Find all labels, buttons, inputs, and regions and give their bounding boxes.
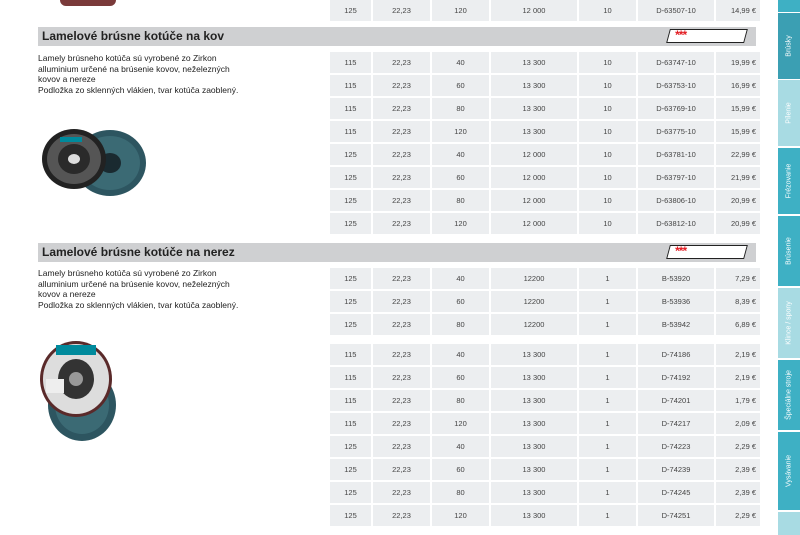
grit-cell: 40 xyxy=(432,144,489,165)
part-number-cell: D-63781-10 xyxy=(638,144,714,165)
pack-qty-cell: 10 xyxy=(579,52,636,73)
price-cell: 15,99 € xyxy=(716,98,760,119)
diameter-cell: 115 xyxy=(330,52,371,73)
table-row xyxy=(330,75,760,96)
rpm-cell: 12200 xyxy=(491,314,577,335)
table-row xyxy=(330,144,760,165)
table-row xyxy=(330,0,760,21)
chapter-tab-label: Brúsenie xyxy=(785,237,793,265)
chapter-tab-label: Frézovanie xyxy=(785,163,793,199)
pack-qty-cell: 1 xyxy=(579,344,636,365)
description-line: Podložka zo sklenných vlákien, tvar kotúča zaoblený. xyxy=(38,299,239,310)
table-row xyxy=(330,52,760,73)
pack-qty-cell: 1 xyxy=(579,436,636,457)
part-number-cell: D-63753-10 xyxy=(638,75,714,96)
description-line: Lamely brúsneho kotúča sú vyrobené zo Zirkon xyxy=(38,268,217,278)
pack-qty-cell: 1 xyxy=(579,413,636,434)
rpm-cell: 13 300 xyxy=(491,121,577,142)
grit-cell: 80 xyxy=(432,482,489,503)
table-row xyxy=(330,98,760,119)
grit-cell: 80 xyxy=(432,98,489,119)
rpm-cell: 12 000 xyxy=(491,190,577,211)
grit-cell: 80 xyxy=(432,190,489,211)
section-header-metal xyxy=(38,27,756,46)
table-row xyxy=(330,436,760,457)
rpm-cell: 13 300 xyxy=(491,344,577,365)
grit-cell: 120 xyxy=(432,0,489,21)
rpm-cell: 13 300 xyxy=(491,459,577,480)
bore-cell: 22,23 xyxy=(373,314,430,335)
diameter-cell: 125 xyxy=(330,482,371,503)
price-cell: 2,39 € xyxy=(716,459,760,480)
grit-cell: 120 xyxy=(432,213,489,234)
diameter-cell: 125 xyxy=(330,459,371,480)
bore-cell: 22,23 xyxy=(373,52,430,73)
diameter-cell: 125 xyxy=(330,144,371,165)
table-row xyxy=(330,121,760,142)
rpm-cell: 12 000 xyxy=(491,213,577,234)
price-cell: 7,29 € xyxy=(716,268,760,289)
price-cell: 2,19 € xyxy=(716,344,760,365)
pack-qty-cell: 1 xyxy=(579,482,636,503)
disc-image-partial xyxy=(60,0,116,6)
price-cell: 20,99 € xyxy=(716,213,760,234)
diameter-cell: 115 xyxy=(330,121,371,142)
part-number-cell: D-63775-10 xyxy=(638,121,714,142)
diameter-cell: 125 xyxy=(330,291,371,312)
pack-qty-cell: 1 xyxy=(579,314,636,335)
diameter-cell: 115 xyxy=(330,75,371,96)
grit-cell: 40 xyxy=(432,268,489,289)
chapter-tab-label: Vysávanie xyxy=(785,454,793,488)
grit-cell: 80 xyxy=(432,314,489,335)
table-row xyxy=(330,413,760,434)
table-row xyxy=(330,213,760,234)
diameter-cell: 115 xyxy=(330,413,371,434)
part-number-cell: B-53936 xyxy=(638,291,714,312)
bore-cell: 22,23 xyxy=(373,344,430,365)
part-number-cell: D-74217 xyxy=(638,413,714,434)
section-title: Lamelové brúsne kotúče na kov xyxy=(42,29,225,43)
bore-cell: 22,23 xyxy=(373,482,430,503)
diameter-cell: 125 xyxy=(330,268,371,289)
bore-cell: 22,23 xyxy=(373,505,430,526)
rpm-cell: 13 300 xyxy=(491,75,577,96)
chapter-tab[interactable] xyxy=(778,148,800,214)
pack-qty-cell: 1 xyxy=(579,459,636,480)
price-cell: 20,99 € xyxy=(716,190,760,211)
part-number-cell: D-63797-10 xyxy=(638,167,714,188)
section-title: Lamelové brúsne kotúče na nerez xyxy=(42,245,235,259)
pack-qty-cell: 10 xyxy=(579,167,636,188)
grit-cell: 40 xyxy=(432,344,489,365)
price-cell: 21,99 € xyxy=(716,167,760,188)
part-number-cell: D-63812-10 xyxy=(638,213,714,234)
pack-qty-cell: 1 xyxy=(579,268,636,289)
part-number-cell: D-63769-10 xyxy=(638,98,714,119)
chapter-tab[interactable] xyxy=(778,432,800,510)
bore-cell: 22,23 xyxy=(373,268,430,289)
diameter-cell: 125 xyxy=(330,190,371,211)
bore-cell: 22,23 xyxy=(373,213,430,234)
rpm-cell: 12 000 xyxy=(491,0,577,21)
chapter-tab[interactable] xyxy=(778,216,800,286)
rating-badge xyxy=(666,245,748,259)
bore-cell: 22,23 xyxy=(373,0,430,21)
description-line: alluminium určené na brúsenie kovov, neželezných xyxy=(38,278,230,289)
rpm-cell: 13 300 xyxy=(491,413,577,434)
rpm-cell: 13 300 xyxy=(491,367,577,388)
section-description xyxy=(38,53,308,95)
pack-qty-cell: 1 xyxy=(579,367,636,388)
rating-stars: *** xyxy=(675,28,687,42)
diameter-cell: 125 xyxy=(330,213,371,234)
chapter-tab-label: Brúsky xyxy=(785,35,793,57)
grit-cell: 120 xyxy=(432,413,489,434)
chapter-tab[interactable] xyxy=(778,360,800,430)
rpm-cell: 13 300 xyxy=(491,98,577,119)
table-row xyxy=(330,505,760,526)
pack-qty-cell: 1 xyxy=(579,390,636,411)
bore-cell: 22,23 xyxy=(373,367,430,388)
price-cell: 15,99 € xyxy=(716,121,760,142)
rating-badge xyxy=(666,29,748,43)
pack-qty-cell: 1 xyxy=(579,291,636,312)
price-cell: 1,79 € xyxy=(716,390,760,411)
rpm-cell: 13 300 xyxy=(491,505,577,526)
part-number-cell: D-74186 xyxy=(638,344,714,365)
grit-cell: 60 xyxy=(432,167,489,188)
bore-cell: 22,23 xyxy=(373,144,430,165)
rpm-cell: 13 300 xyxy=(491,482,577,503)
price-cell: 2,19 € xyxy=(716,367,760,388)
table-row xyxy=(330,367,760,388)
chapter-tab-label: Pílenie xyxy=(785,102,793,124)
chapter-tab-label: Klince / spony xyxy=(785,301,793,345)
pack-qty-cell: 1 xyxy=(579,505,636,526)
grit-cell: 60 xyxy=(432,75,489,96)
part-number-cell: D-74201 xyxy=(638,390,714,411)
chapter-tab[interactable] xyxy=(778,13,800,79)
grit-cell: 120 xyxy=(432,505,489,526)
section-header-inox xyxy=(38,243,756,262)
part-number-cell: D-63806-10 xyxy=(638,190,714,211)
chapter-tabs xyxy=(778,0,800,535)
grit-cell: 120 xyxy=(432,121,489,142)
price-cell: 22,99 € xyxy=(716,144,760,165)
flap-disc-metal-image xyxy=(38,125,150,200)
grit-cell: 60 xyxy=(432,291,489,312)
chapter-tab[interactable] xyxy=(778,80,800,146)
bore-cell: 22,23 xyxy=(373,98,430,119)
part-number-cell: B-53942 xyxy=(638,314,714,335)
pack-qty-cell: 10 xyxy=(579,121,636,142)
price-cell: 8,39 € xyxy=(716,291,760,312)
chapter-tab[interactable] xyxy=(778,512,800,535)
price-cell: 2,09 € xyxy=(716,413,760,434)
part-number-cell: D-74223 xyxy=(638,436,714,457)
diameter-cell: 115 xyxy=(330,98,371,119)
pack-qty-cell: 10 xyxy=(579,190,636,211)
bore-cell: 22,23 xyxy=(373,121,430,142)
diameter-cell: 115 xyxy=(330,390,371,411)
part-number-cell: B-53920 xyxy=(638,268,714,289)
price-cell: 2,29 € xyxy=(716,505,760,526)
diameter-cell: 115 xyxy=(330,367,371,388)
part-number-cell: D-63507-10 xyxy=(638,0,714,21)
part-number-cell: D-63747-10 xyxy=(638,52,714,73)
rpm-cell: 12200 xyxy=(491,291,577,312)
bore-cell: 22,23 xyxy=(373,413,430,434)
bore-cell: 22,23 xyxy=(373,291,430,312)
table-row xyxy=(330,482,760,503)
pack-qty-cell: 10 xyxy=(579,75,636,96)
bore-cell: 22,23 xyxy=(373,459,430,480)
table-row xyxy=(330,167,760,188)
price-cell: 2,39 € xyxy=(716,482,760,503)
table-row xyxy=(330,190,760,211)
part-number-cell: D-74251 xyxy=(638,505,714,526)
pack-qty-cell: 10 xyxy=(579,144,636,165)
rpm-cell: 12 000 xyxy=(491,144,577,165)
price-cell: 2,29 € xyxy=(716,436,760,457)
bore-cell: 22,23 xyxy=(373,436,430,457)
part-number-cell: D-74192 xyxy=(638,367,714,388)
rating-stars: *** xyxy=(675,244,687,258)
bore-cell: 22,23 xyxy=(373,75,430,96)
table-row xyxy=(330,314,760,335)
bore-cell: 22,23 xyxy=(373,167,430,188)
table-row xyxy=(330,291,760,312)
description-line: kovov a nereze xyxy=(38,74,96,84)
diameter-cell: 125 xyxy=(330,167,371,188)
grit-cell: 80 xyxy=(432,390,489,411)
diameter-cell: 125 xyxy=(330,0,371,21)
grit-cell: 60 xyxy=(432,367,489,388)
pack-qty-cell: 10 xyxy=(579,0,636,21)
rpm-cell: 13 300 xyxy=(491,436,577,457)
rpm-cell: 13 300 xyxy=(491,390,577,411)
grit-cell: 40 xyxy=(432,52,489,73)
flap-disc-inox-image xyxy=(38,335,118,445)
table-row xyxy=(330,390,760,411)
chapter-tab[interactable] xyxy=(778,288,800,358)
bore-cell: 22,23 xyxy=(373,190,430,211)
description-line: Lamely brúsneho kotúča sú vyrobené zo Zirkon xyxy=(38,53,217,63)
rpm-cell: 12 000 xyxy=(491,167,577,188)
grit-cell: 40 xyxy=(432,436,489,457)
description-line: kovov a nereze xyxy=(38,289,96,299)
bore-cell: 22,23 xyxy=(373,390,430,411)
rpm-cell: 13 300 xyxy=(491,52,577,73)
pack-qty-cell: 10 xyxy=(579,213,636,234)
diameter-cell: 125 xyxy=(330,314,371,335)
description-line: Podložka zo sklenných vlákien, tvar kotúča zaoblený. xyxy=(38,84,239,95)
diameter-cell: 115 xyxy=(330,344,371,365)
diameter-cell: 125 xyxy=(330,505,371,526)
rpm-cell: 12200 xyxy=(491,268,577,289)
part-number-cell: D-74245 xyxy=(638,482,714,503)
grit-cell: 60 xyxy=(432,459,489,480)
diameter-cell: 125 xyxy=(330,436,371,457)
price-cell: 16,99 € xyxy=(716,75,760,96)
table-row xyxy=(330,268,760,289)
price-cell: 6,89 € xyxy=(716,314,760,335)
price-cell: 14,99 € xyxy=(716,0,760,21)
part-number-cell: D-74239 xyxy=(638,459,714,480)
section-description xyxy=(38,268,308,310)
chapter-tab[interactable] xyxy=(778,0,800,12)
chapter-tab-label: Špeciálne stroje xyxy=(785,370,793,420)
table-row xyxy=(330,459,760,480)
price-cell: 19,99 € xyxy=(716,52,760,73)
pack-qty-cell: 10 xyxy=(579,98,636,119)
table-row xyxy=(330,344,760,365)
description-line: alluminium určené na brúsenie kovov, neželezných xyxy=(38,63,230,74)
